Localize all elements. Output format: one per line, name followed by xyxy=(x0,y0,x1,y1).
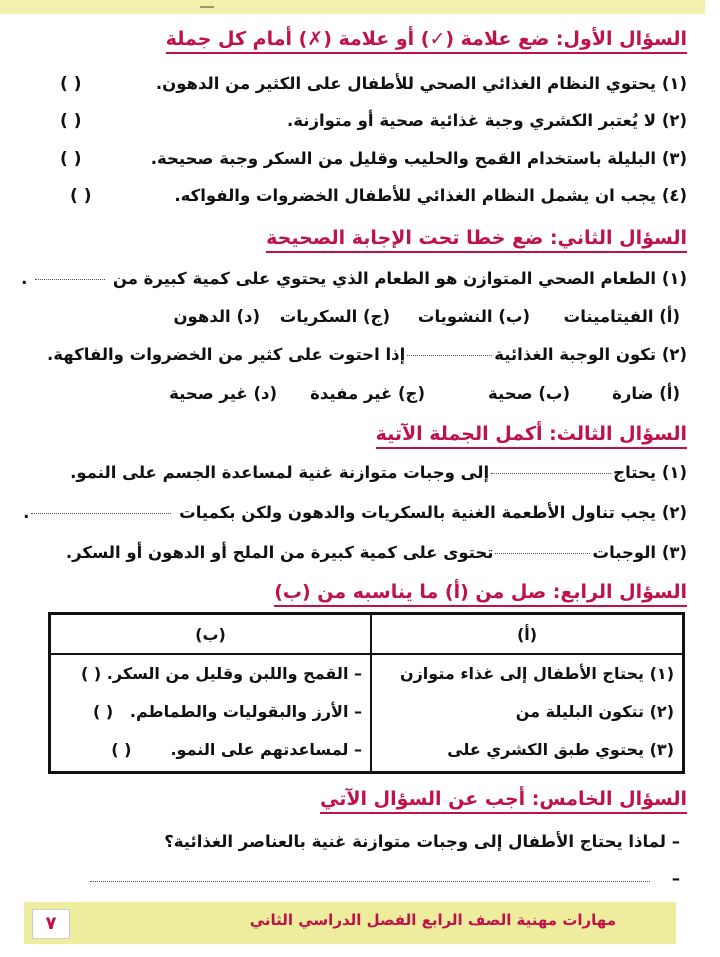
q1-item-3: (٣) البليلة باستخدام القمح والحليب وقليل من السكر وجبة صحيحة. xyxy=(150,149,687,168)
matching-table xyxy=(48,612,685,774)
column-a-header: (أ) xyxy=(371,614,684,655)
q2-item-2-text-b: إذا احتوت على كثير من الخضروات والفاكهة. xyxy=(47,345,406,364)
page-number: ٧ xyxy=(32,909,70,939)
column-a-cell xyxy=(371,654,684,773)
b-item-1-text: – القمح واللبن وقليل من السكر. xyxy=(106,664,362,683)
q3-item-1-text-a: (١) يحتاج xyxy=(613,463,687,482)
q3-item-3-blank[interactable] xyxy=(495,552,590,554)
b-item-3 xyxy=(51,731,370,769)
q5-question: – لماذا يحتاج الأطفال إلى وجبات متوازنة غنية بالعناصر الغذائية؟ xyxy=(164,832,680,851)
a-item-2: (٢) تتكون البليلة من xyxy=(515,702,674,721)
q2-1-option-b[interactable]: (ب) النشويات xyxy=(417,307,530,326)
a-item-1: (١) يحتاج الأطفال إلى غذاء متوازن xyxy=(399,664,674,683)
top-band xyxy=(0,0,705,14)
q3-item-1-blank[interactable] xyxy=(491,472,611,474)
q2-1-option-d[interactable]: (د) الدهون xyxy=(173,307,260,326)
b-item-2-answer[interactable]: ( ) xyxy=(92,702,114,721)
q1-answer-3[interactable]: ( ) xyxy=(60,149,82,169)
q3-item-3-text-a: (٣) الوجبات xyxy=(592,543,687,562)
q3-item-3-text-b: تحتوى على كمية كبيرة من الملح أو الدهون أو السكر. xyxy=(65,543,494,562)
q5-answer-dash: – xyxy=(671,869,680,888)
q2-item-1: (١) الطعام الصحي المتوازن هو الطعام الذي يحتوي على كمية كبيرة من . xyxy=(21,269,687,288)
q2-2-option-b[interactable]: (ب) صحية xyxy=(488,384,570,403)
q3-item-1 xyxy=(70,460,687,486)
q2-item-2 xyxy=(47,342,687,368)
top-band-mark xyxy=(200,6,214,8)
column-b-cell xyxy=(50,654,372,773)
q3-item-2-blank[interactable] xyxy=(31,512,171,514)
b-item-2 xyxy=(51,693,370,731)
q2-item-2-text-a: (٢) تكون الوجبة الغذائية xyxy=(494,345,687,364)
b-item-1-answer[interactable]: ( ) xyxy=(81,664,102,683)
q2-1-option-a[interactable]: (أ) الفيتامينات xyxy=(563,307,680,326)
q2-2-option-d[interactable]: (د) غير صحية xyxy=(169,384,277,403)
q3-item-2-text: (٢) يجب تناول الأطعمة الغنية بالسكريات والدهون ولكن بكميات xyxy=(179,503,687,522)
q3-title: السؤال الثالث: أكمل الجملة الآتية xyxy=(376,422,687,449)
q1-title: السؤال الأول: ضع علامة (✓) أو علامة (✗) أمام كل جملة xyxy=(166,27,687,54)
b-item-3-answer[interactable]: ( ) xyxy=(111,740,132,759)
q1-answer-1[interactable]: ( ) xyxy=(60,74,82,94)
q2-2-option-c[interactable]: (ج) غير مفيدة xyxy=(310,384,425,403)
q2-item-1-blank[interactable] xyxy=(35,278,105,280)
q1-item-1: (١) يحتوي النظام الغذائي الصحي للأطفال على الكثير من الدهون. xyxy=(155,74,687,93)
footer-text: مهارات مهنية الصف الرابع الفصل الدراسي الثاني xyxy=(249,911,616,929)
q1-item-4: (٤) يجب ان يشمل النظام الغذائي للأطفال الخضروات والفواكه. xyxy=(174,186,687,205)
q2-2-option-a[interactable]: (أ) ضارة xyxy=(612,384,680,403)
q2-item-2-blank[interactable] xyxy=(407,354,492,356)
q1-item-2: (٢) لا يُعتبر الكشري وجبة غذائية صحية أو متوازنة. xyxy=(287,111,687,130)
q1-answer-2[interactable]: ( ) xyxy=(60,111,82,131)
q2-title: السؤال الثاني: ضع خطا تحت الإجابة الصحيحة xyxy=(266,226,687,253)
q3-item-1-text-b: إلى وجبات متوازنة غنية لمساعدة الجسم على النمو. xyxy=(70,463,490,482)
q5-title: السؤال الخامس: أجب عن السؤال الآتي xyxy=(320,787,687,814)
q3-item-3 xyxy=(66,540,687,566)
b-item-2-text: – الأرز والبقوليات والطماطم. xyxy=(129,702,362,721)
q4-title: السؤال الرابع: صل من (أ) ما يناسبه من (ب) xyxy=(274,580,687,607)
column-b-header: (ب) xyxy=(50,614,372,655)
a-item-3: (٣) يحتوي طبق الكشري على xyxy=(447,740,674,759)
q5-answer-line[interactable] xyxy=(90,881,650,882)
q2-1-option-c[interactable]: (ج) السكريات xyxy=(279,307,390,326)
b-item-3-text: – لمساعدتهم على النمو. xyxy=(170,740,362,759)
q1-answer-4[interactable]: ( ) xyxy=(70,186,92,206)
footer-band xyxy=(24,902,676,944)
b-item-1 xyxy=(51,655,370,693)
q2-item-1-text: (١) الطعام الصحي المتوازن هو الطعام الذي يحتوي على كمية كبيرة من xyxy=(112,269,687,288)
q3-item-2: (٢) يجب تناول الأطعمة الغنية بالسكريات والدهون ولكن بكميات . xyxy=(23,503,687,522)
